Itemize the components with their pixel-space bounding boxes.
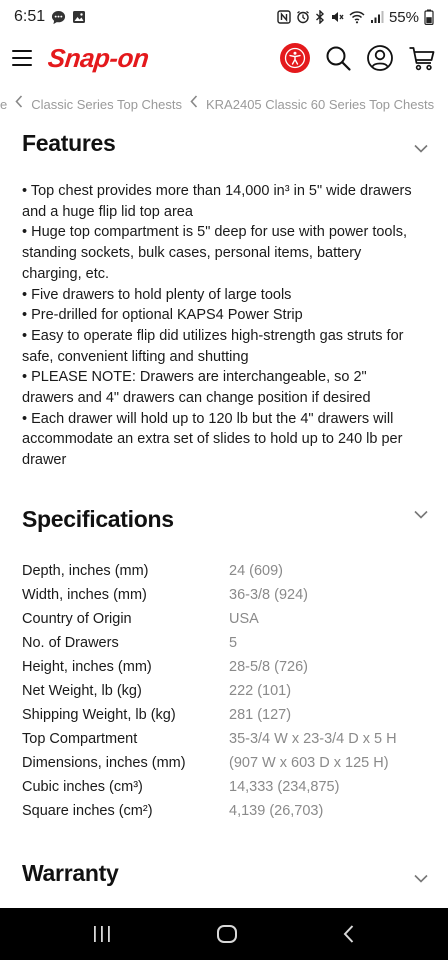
brand-logo[interactable]: Snap-on <box>46 42 151 73</box>
spec-label: Net Weight, lb (kg) <box>22 683 142 699</box>
warranty-header[interactable] <box>22 860 432 894</box>
spec-row <box>22 631 432 655</box>
spec-row <box>22 583 432 607</box>
feature-item: • Top chest provides more than 14,000 in³ in 5" wide drawers and a huge flip lid top area <box>22 183 412 220</box>
spec-value: 14,333 (234,875) <box>229 779 340 795</box>
spec-row <box>22 751 432 775</box>
home-icon[interactable] <box>216 924 238 944</box>
search-icon[interactable] <box>324 44 352 72</box>
cart-icon[interactable] <box>408 44 436 72</box>
spec-label: Top Compartment <box>22 731 138 747</box>
specifications-header[interactable] <box>22 506 432 540</box>
image-icon <box>72 10 86 24</box>
feature-item: • Pre-drilled for optional KAPS4 Power Strip <box>22 307 303 324</box>
spec-row <box>22 607 432 631</box>
spec-label: Width, inches (mm) <box>22 587 147 603</box>
chevron-down-icon[interactable] <box>414 870 428 888</box>
signal-icon <box>370 10 384 24</box>
mute-icon <box>330 10 344 24</box>
account-icon[interactable] <box>366 44 394 72</box>
recents-icon[interactable] <box>92 925 112 943</box>
accessibility-icon[interactable] <box>280 43 310 73</box>
chevron-down-icon[interactable] <box>414 506 428 524</box>
spec-value: 36-3/8 (924) <box>229 587 308 603</box>
status-time: 6:51 <box>14 8 46 25</box>
spec-row <box>22 679 432 703</box>
breadcrumb-item[interactable]: KRA2405 Classic 60 Series Top Chests <box>206 96 435 112</box>
spec-value: USA <box>229 611 259 627</box>
feature-item: • Five drawers to hold plenty of large tools <box>22 286 292 303</box>
spec-label: Shipping Weight, lb (kg) <box>22 707 176 723</box>
spec-value: 28-5/8 (726) <box>229 659 308 675</box>
spec-label: Dimensions, inches (mm) <box>22 755 186 771</box>
chat-bubble-icon <box>51 10 66 25</box>
wifi-icon <box>349 10 365 24</box>
spec-value: 35-3/4 W x 23-3/4 D x 5 H <box>229 731 397 747</box>
nfc-icon <box>277 10 291 24</box>
breadcrumb <box>0 92 448 116</box>
warranty-title: Warranty <box>22 860 119 886</box>
bluetooth-icon <box>315 10 325 24</box>
spec-value: 281 (127) <box>229 707 292 723</box>
specifications-table <box>22 559 432 823</box>
status-bar <box>0 0 448 34</box>
spec-value: (907 W x 603 D x 125 H) <box>229 755 389 771</box>
spec-value: 5 <box>229 635 238 651</box>
spec-label: Depth, inches (mm) <box>22 563 149 579</box>
feature-item: • Each drawer will hold up to 120 lb but the 4" drawers will accommodate an extra set of slides to hold up to 240 lb per drawer <box>22 410 403 469</box>
features-header[interactable] <box>22 130 432 164</box>
spec-row <box>22 727 432 751</box>
spec-label: Cubic inches (cm³) <box>22 779 143 795</box>
feature-item: • PLEASE NOTE: Drawers are interchangeable, so 2" drawers and 4" drawers can change position if desired <box>22 369 371 407</box>
system-nav-bar <box>0 908 448 960</box>
chevron-left-icon <box>15 95 23 113</box>
back-icon[interactable] <box>342 924 356 944</box>
spec-label: Country of Origin <box>22 611 132 627</box>
spec-value: 24 (609) <box>229 563 284 579</box>
battery-icon <box>424 9 434 25</box>
site-header <box>0 34 448 82</box>
breadcrumb-item[interactable]: Classic Series Top Chests <box>31 96 182 112</box>
feature-item: • Huge top compartment is 5" deep for use with power tools, standing sockets, bulk cases, personal items, battery charging, etc. <box>22 224 408 282</box>
features-list <box>22 181 418 471</box>
alarm-icon <box>296 10 310 24</box>
spec-row <box>22 775 432 799</box>
breadcrumb-item[interactable]: e <box>0 96 8 112</box>
spec-row <box>22 703 432 727</box>
feature-item: • Easy to operate flip did utilizes high-strength gas struts for safe, convenient lifting and shutting <box>22 327 404 365</box>
spec-row <box>22 559 432 583</box>
spec-label: No. of Drawers <box>22 635 119 651</box>
spec-label: Square inches (cm²) <box>22 803 153 819</box>
spec-label: Height, inches (mm) <box>22 659 152 675</box>
chevron-left-icon <box>190 95 198 113</box>
battery-percent: 55% <box>388 8 419 26</box>
chevron-down-icon[interactable] <box>414 140 428 158</box>
spec-value: 222 (101) <box>229 683 292 699</box>
features-title: Features <box>22 130 116 156</box>
spec-row <box>22 799 432 823</box>
menu-icon[interactable] <box>12 50 32 66</box>
specifications-title: Specifications <box>22 506 174 532</box>
spec-value: 4,139 (26,703) <box>229 803 324 819</box>
spec-row <box>22 655 432 679</box>
